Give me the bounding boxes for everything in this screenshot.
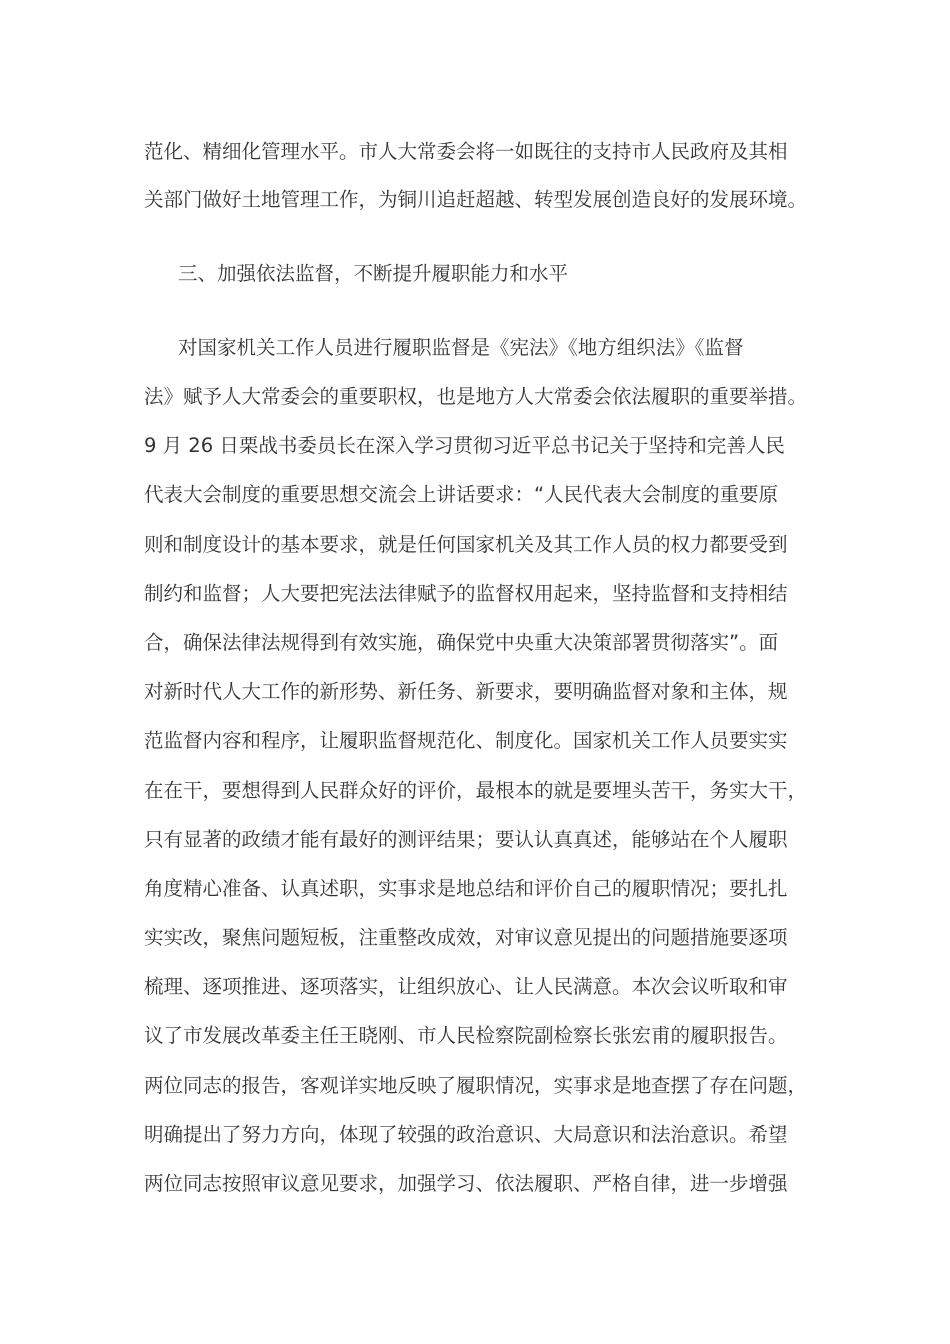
paragraph-line: 梳理、逐项推进、逐项落实，让组织放心、让人民满意。本次会议听取和审 [144,975,788,998]
paragraph-line: 9 月 26 日栗战书委员长在深入学习贯彻习近平总书记关于坚持和完善人民 [144,434,785,457]
paragraph-line: 关部门做好土地管理工作，为铜川追赶超越、转型发展创造良好的发展环境。 [144,188,808,211]
paragraph-line: 范化、精细化管理水平。市人大常委会将一如既往的支持市人民政府及其相 [144,140,788,163]
paragraph-line: 在在干，要想得到人民群众好的评价，最根本的就是要埋头苦干，务实大干， [144,779,808,802]
paragraph-line: 角度精心准备、认真述职，实事求是地总结和评价自己的履职情况；要扎扎 [144,877,788,900]
paragraph-line: 对新时代人大工作的新形势、新任务、新要求，要明确监督对象和主体，规 [144,680,788,703]
paragraph-line: 法》赋予人大常委会的重要职权，也是地方人大常委会依法履职的重要举措。 [144,385,808,408]
paragraph-line: 合，确保法律法规得到有效实施，确保党中央重大决策部署贯彻落实”。面 [144,631,779,654]
paragraph-line: 则和制度设计的基本要求，就是任何国家机关及其工作人员的权力都要受到 [144,533,788,556]
paragraph-line: 议了市发展改革委主任王晓刚、市人民检察院副检察长张宏甫的履职报告。 [144,1024,788,1047]
paragraph-line: 两位同志按照审议意见要求，加强学习、依法履职、严格自律，进一步增强 [144,1172,788,1195]
paragraph-line: 两位同志的报告，客观详实地反映了履职情况，实事求是地查摆了存在问题， [144,1074,808,1097]
paragraph-line: 代表大会制度的重要思想交流会上讲话要求：“人民代表大会制度的重要原 [144,483,779,506]
paragraph-line: 实实改，聚焦问题短板，注重整改成效，对审议意见提出的问题措施要逐项 [144,926,788,949]
section-heading: 三、加强依法监督，不断提升履职能力和水平 [178,262,569,285]
paragraph-line: 明确提出了努力方向，体现了较强的政治意识、大局意识和法治意识。希望 [144,1123,788,1146]
paragraph-line: 制约和监督；人大要把宪法法律赋予的监督权用起来，坚持监督和支持相结 [144,582,788,605]
paragraph-line: 对国家机关工作人员进行履职监督是《宪法》《地方组织法》《监督 [178,336,744,359]
paragraph-line: 只有显著的政绩才能有最好的测评结果；要认认真真述，能够站在个人履职 [144,828,788,851]
paragraph-line: 范监督内容和程序，让履职监督规范化、制度化。国家机关工作人员要实实 [144,729,788,752]
